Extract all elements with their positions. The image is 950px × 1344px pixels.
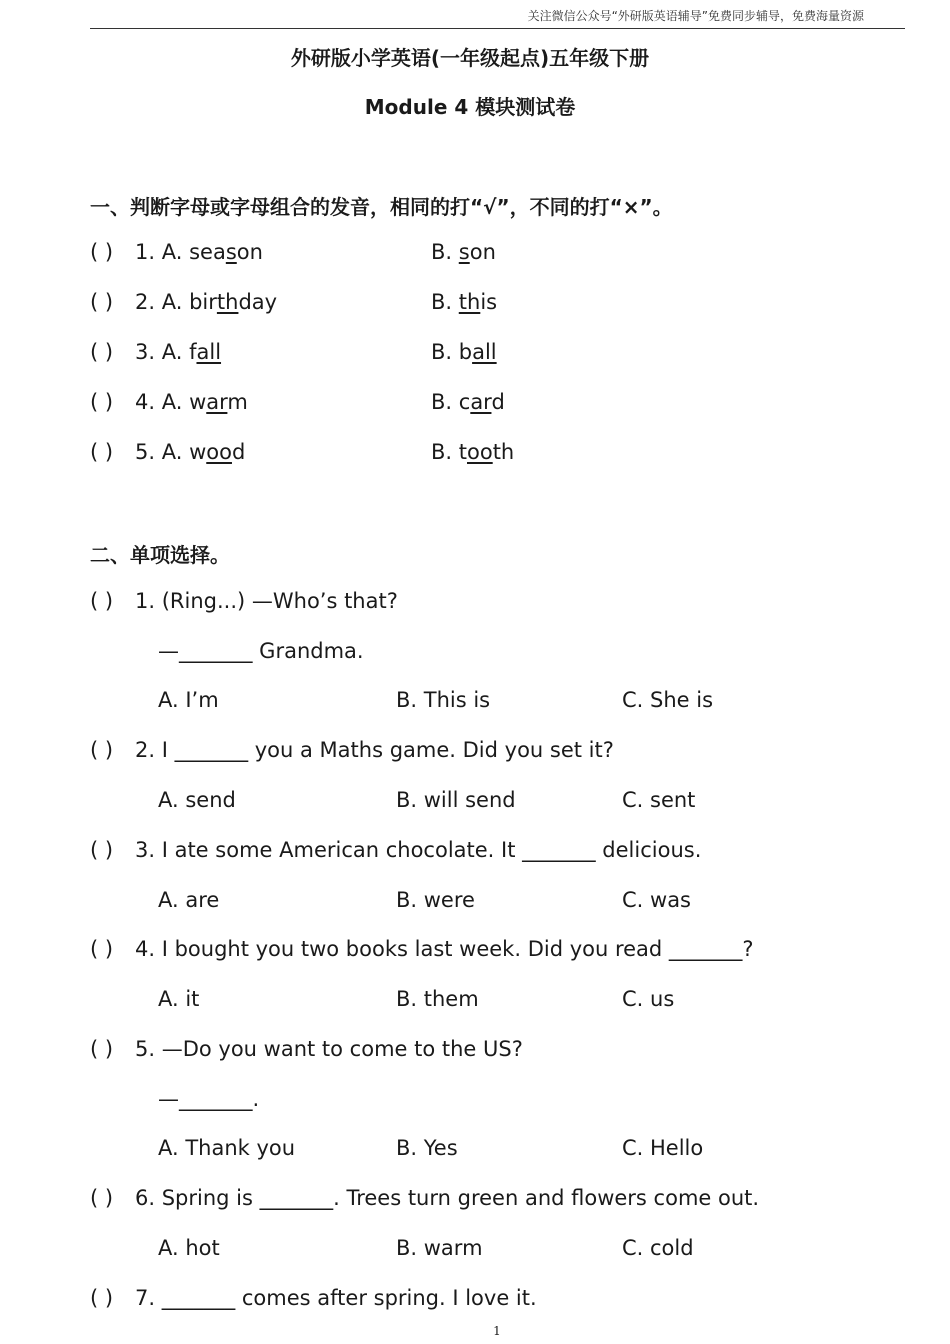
answer-line: —_______ Grandma.: [158, 639, 364, 663]
question-stem: 7. _______ comes after spring. I love it.: [135, 1286, 537, 1310]
question-stem: 4. I bought you two books last week. Did you read _______?: [135, 937, 754, 961]
item-option-b: B. tooth: [431, 440, 515, 464]
part1-item-3: [90, 340, 910, 370]
part2-question-1-options: [90, 688, 910, 718]
option-c: C. She is: [622, 688, 714, 712]
part2-question-1: [90, 589, 910, 619]
option-c: C. sent: [622, 788, 696, 812]
title-line-1: 外研版小学英语(一年级起点)五年级下册: [290, 46, 650, 70]
item-option-b: B. son: [431, 240, 496, 264]
part2-question-3: [90, 838, 910, 868]
part2-question-1-answer-line: [90, 639, 910, 669]
part1-item-4: [90, 390, 910, 420]
option-b: B. them: [396, 987, 479, 1011]
option-b: B. were: [396, 888, 475, 912]
part1-item-5: [90, 440, 910, 470]
item-text: 1. A. season: [135, 240, 263, 264]
answer-paren[interactable]: ( ): [90, 738, 114, 762]
part2-question-2-options: [90, 788, 910, 818]
option-b: B. warm: [396, 1236, 483, 1260]
part2-question-5: [90, 1037, 910, 1067]
answer-line: —_______.: [158, 1087, 260, 1111]
item-text: 5. A. wood: [135, 440, 246, 464]
item-text: 4. A. warm: [135, 390, 248, 414]
part2-question-4-options: [90, 987, 910, 1017]
part1-item-1: [90, 240, 910, 270]
answer-paren[interactable]: ( ): [90, 1186, 114, 1210]
page-number: 1: [493, 1324, 501, 1338]
question-stem: 5. —Do you want to come to the US?: [135, 1037, 523, 1061]
option-c: C. was: [622, 888, 691, 912]
question-stem: 2. I _______ you a Maths game. Did you set it?: [135, 738, 614, 762]
question-stem: 3. I ate some American chocolate. It _______ delicious.: [135, 838, 702, 862]
answer-paren[interactable]: ( ): [90, 1286, 114, 1310]
title-line-2: Module 4 模块测试卷: [364, 95, 576, 119]
option-a: A. Thank you: [158, 1136, 296, 1160]
question-stem: 6. Spring is _______. Trees turn green and flowers come out.: [135, 1186, 760, 1210]
option-a: A. I’m: [158, 688, 219, 712]
item-text: 3. A. fall: [135, 340, 222, 364]
answer-paren[interactable]: ( ): [90, 1037, 114, 1061]
answer-paren[interactable]: ( ): [90, 240, 114, 264]
option-b: B. This is: [396, 688, 491, 712]
option-a: A. it: [158, 987, 200, 1011]
part2-question-5-answer-line: [90, 1087, 910, 1117]
part2-heading: 二、单项选择。: [90, 543, 230, 567]
option-c: C. Hello: [622, 1136, 704, 1160]
answer-paren[interactable]: ( ): [90, 290, 114, 314]
item-option-b: B. card: [431, 390, 505, 414]
option-a: A. send: [158, 788, 236, 812]
question-stem: 1. (Ring...) —Who’s that?: [135, 589, 398, 613]
header-note: 关注微信公众号“外研版英语辅导”免费同步辅导，免费海量资源: [527, 9, 864, 23]
answer-paren[interactable]: ( ): [90, 390, 114, 414]
header-rule: [90, 28, 905, 29]
part2-question-5-options: [90, 1136, 910, 1166]
part2-question-6: [90, 1186, 910, 1216]
answer-paren[interactable]: ( ): [90, 589, 114, 613]
part2-question-2: [90, 738, 910, 768]
option-c: C. cold: [622, 1236, 694, 1260]
option-a: A. hot: [158, 1236, 220, 1260]
answer-paren[interactable]: ( ): [90, 937, 114, 961]
answer-paren[interactable]: ( ): [90, 440, 114, 464]
part1-heading: 一、判断字母或字母组合的发音，相同的打“√”，不同的打“×”。: [90, 195, 673, 219]
option-b: B. will send: [396, 788, 516, 812]
part2-question-4: [90, 937, 910, 967]
item-option-b: B. this: [431, 290, 498, 314]
answer-paren[interactable]: ( ): [90, 838, 114, 862]
part2-question-3-options: [90, 888, 910, 918]
part2-question-6-options: [90, 1236, 910, 1266]
answer-paren[interactable]: ( ): [90, 340, 114, 364]
option-b: B. Yes: [396, 1136, 458, 1160]
option-c: C. us: [622, 987, 675, 1011]
option-a: A. are: [158, 888, 220, 912]
part1-item-2: [90, 290, 910, 320]
item-option-b: B. ball: [431, 340, 497, 364]
part2-question-7: [90, 1286, 910, 1316]
item-text: 2. A. birthday: [135, 290, 278, 314]
